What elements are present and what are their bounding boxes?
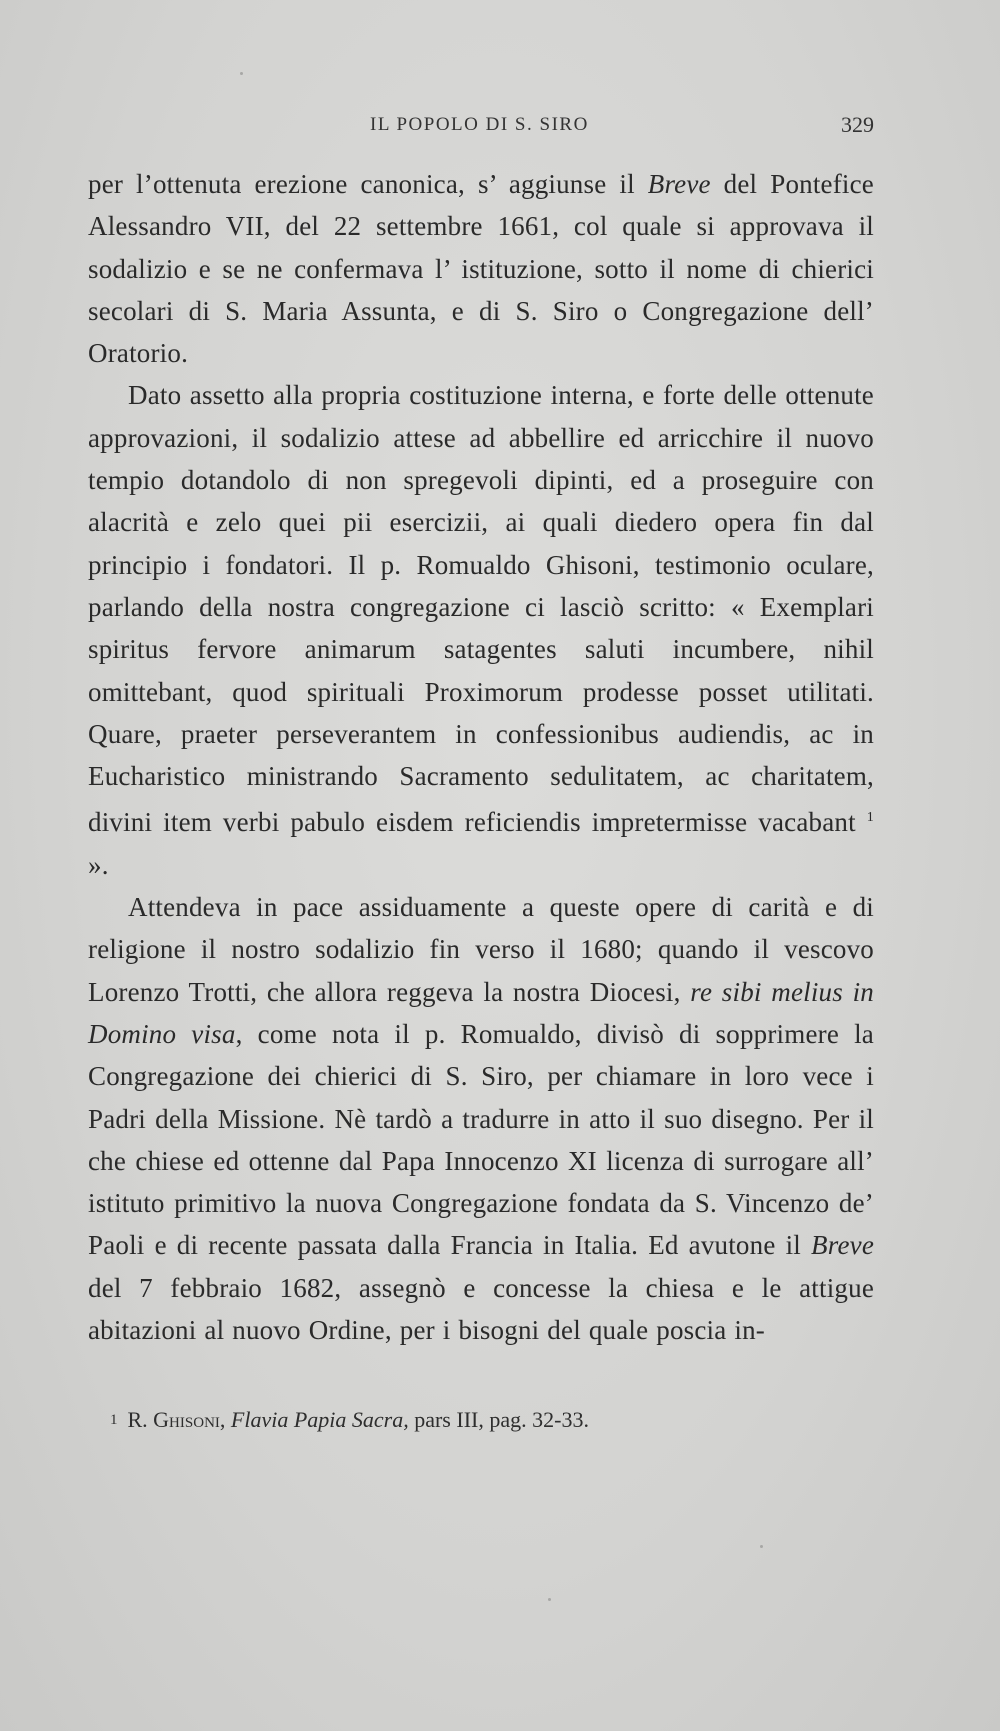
footnote-author: R. Ghisoni,: [127, 1407, 226, 1432]
paper-speck: [760, 1545, 763, 1548]
paper-speck: [240, 72, 243, 75]
latin-italic-phrase: re sibi melius in Domino visa: [88, 976, 874, 1049]
footnote-title: Flavia Papia Sacra,: [230, 1407, 409, 1432]
paragraph-1-continued: del Pontefice Alessandro VII, del 22 settembre 1661, col quale si approvava il sodalizio e se ne confermava l’ istituzione, sotto il nome di chierici secolari di S. Maria Assunta, e di S. Siro o Congregazione dell’ Oratorio.: [88, 169, 874, 369]
paragraph-2-text: Dato assetto alla propria costituzione interna, e forte delle ottenute approvazioni, il sodalizio attese ad abbellire ed arricchire il nuovo tempio dotandolo di non spregevoli dipinti, ed a proseguire con alacrità e zelo quei pii esercizii, ai quali diedero opera fin dal principio i fondatori. Il p. Romualdo Ghisoni, testimonio oculare, parlando della nostra congregazione ci lasciò scritto: « Exemplari spiritus fervore animarum satagentes saluti incumbere, nihil omittebant, quod spirituali Proximorum prodesse posset utilitati. Quare, praeter perseverantem in confessionibus audiendis, ac in Eucharistico ministrando Sacramento sedulitatem, ac charitatem, divini item verbi pabulo eisdem reficiendis impretermisse vacabant: [88, 380, 874, 838]
footnote-citation: pars III, pag. 32-33.: [408, 1407, 589, 1432]
breve-italic-2: Breve: [811, 1230, 874, 1261]
paragraph-1-text: per l’ottenuta erezione canonica, s’ aggiunse il: [88, 169, 648, 199]
paragraph-3-middle: , come nota il p. Romualdo, divisò di sopprimere la Congregazione dei chierici di S. Siro, per chiamare in loro vece i Padri della Missione. Nè tardò a tradurre in atto il suo disegno. Per il che chiese ed ottenne dal Papa Innocenzo XI licenza di surrogare all’ istituto primitivo la nuova Congregazione fondata da S. Vincenzo de’ Paoli e di recente passata dalla Francia in Italia. Ed avutone il: [88, 1018, 874, 1261]
paragraph-3-text: Attendeva in pace assiduamente a queste opere di carità e di religione il nostro sodalizio fin verso il 1680; quando il vescovo Lorenzo Trotti, che allora reggeva la nostra Diocesi,: [88, 892, 874, 1007]
footnote-mark: 1: [110, 1412, 118, 1428]
footnote: [110, 1405, 850, 1435]
running-head: IL POPOLO DI S. SIRO: [370, 114, 589, 135]
footnote-reference: 1: [866, 810, 874, 826]
page-number: 329: [841, 112, 874, 137]
page-header: [88, 112, 874, 144]
paragraph-2-end: ».: [88, 849, 109, 880]
paragraph-3: [88, 886, 874, 1351]
paragraph-1: [88, 163, 874, 374]
paragraph-2: [88, 374, 874, 886]
main-text: [88, 163, 874, 1351]
breve-italic-1: Breve: [647, 169, 711, 199]
paragraph-3-end: del 7 febbraio 1682, assegnò e concesse la chiesa e le attigue abitazioni al nuovo Ordine, per i bisogni del quale poscia in-: [88, 1272, 874, 1346]
paper-speck: [548, 1598, 551, 1601]
